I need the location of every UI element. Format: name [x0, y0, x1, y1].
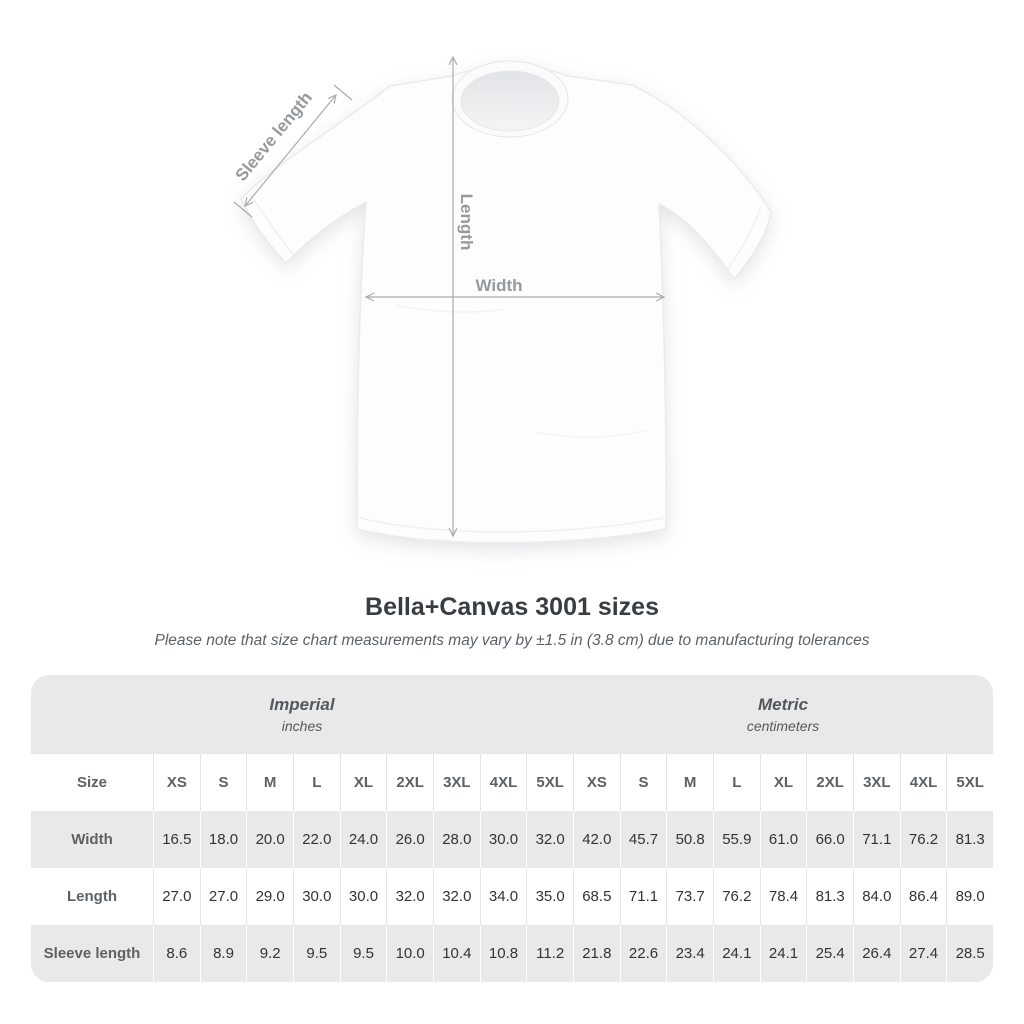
value-cell: 78.4 [760, 868, 807, 925]
value-cell: 81.3 [806, 868, 853, 925]
value-cell: 9.2 [246, 925, 293, 982]
value-cell: 34.0 [480, 868, 527, 925]
metric-group-label: Metric [757, 695, 809, 714]
value-cell: 32.0 [526, 811, 573, 868]
size-header-cell: XL [340, 754, 387, 811]
metric-group-header [573, 675, 993, 754]
value-cell: 22.0 [293, 811, 340, 868]
value-cell: 86.4 [900, 868, 947, 925]
value-cell: 84.0 [853, 868, 900, 925]
value-cell: 9.5 [340, 925, 387, 982]
size-header-cell: M [666, 754, 713, 811]
size-header-cell: S [620, 754, 667, 811]
value-cell: 10.8 [480, 925, 527, 982]
value-cell: 24.1 [760, 925, 807, 982]
sleeve-tick-top [334, 85, 352, 100]
value-cell: 27.0 [153, 868, 200, 925]
size-chart-card [31, 675, 993, 982]
value-cell: 76.2 [713, 868, 760, 925]
value-cell: 16.5 [153, 811, 200, 868]
width-label: Width [475, 276, 523, 295]
value-cell: 73.7 [666, 868, 713, 925]
value-cell: 10.4 [433, 925, 480, 982]
size-header-cell: 3XL [433, 754, 480, 811]
size-header-cell: 2XL [386, 754, 433, 811]
size-header-cell: L [713, 754, 760, 811]
size-header-cell: 4XL [900, 754, 947, 811]
imperial-group-header [31, 675, 573, 754]
value-cell: 68.5 [573, 868, 620, 925]
value-cell: 76.2 [900, 811, 947, 868]
value-cell: 27.0 [200, 868, 247, 925]
tshirt-illustration [241, 61, 771, 543]
value-cell: 23.4 [666, 925, 713, 982]
size-header-cell: S [200, 754, 247, 811]
value-cell: 8.9 [200, 925, 247, 982]
sleeve-length-label: Sleeve length [231, 88, 316, 185]
value-cell: 35.0 [526, 868, 573, 925]
length-label: Length [457, 193, 476, 251]
value-cell: 26.4 [853, 925, 900, 982]
size-header-cell: 3XL [853, 754, 900, 811]
value-cell: 22.6 [620, 925, 667, 982]
size-header-cell: XS [153, 754, 200, 811]
size-header-cell: 2XL [806, 754, 853, 811]
value-cell: 61.0 [760, 811, 807, 868]
row-label: Sleeve length [31, 925, 153, 982]
size-header-cell: L [293, 754, 340, 811]
value-cell: 32.0 [433, 868, 480, 925]
value-cell: 29.0 [246, 868, 293, 925]
value-cell: 8.6 [153, 925, 200, 982]
row-label: Length [31, 868, 153, 925]
value-cell: 24.0 [340, 811, 387, 868]
value-cell: 18.0 [200, 811, 247, 868]
value-cell: 30.0 [480, 811, 527, 868]
value-cell: 10.0 [386, 925, 433, 982]
size-column-header: Size [31, 754, 153, 811]
value-cell: 20.0 [246, 811, 293, 868]
row-label: Width [31, 811, 153, 868]
size-table [31, 754, 993, 982]
value-cell: 45.7 [620, 811, 667, 868]
value-cell: 42.0 [573, 811, 620, 868]
value-cell: 21.8 [573, 925, 620, 982]
size-header-cell: 4XL [480, 754, 527, 811]
value-cell: 50.8 [666, 811, 713, 868]
value-cell: 55.9 [713, 811, 760, 868]
value-cell: 81.3 [946, 811, 993, 868]
imperial-unit-label: inches [281, 718, 323, 734]
value-cell: 89.0 [946, 868, 993, 925]
size-header-cell: 5XL [526, 754, 573, 811]
value-cell: 28.5 [946, 925, 993, 982]
page-title: Bella+Canvas 3001 sizes [365, 593, 659, 621]
value-cell: 9.5 [293, 925, 340, 982]
size-header-cell: M [246, 754, 293, 811]
size-header-cell: 5XL [946, 754, 993, 811]
value-cell: 71.1 [620, 868, 667, 925]
imperial-group-label: Imperial [269, 695, 335, 714]
value-cell: 27.4 [900, 925, 947, 982]
value-cell: 71.1 [853, 811, 900, 868]
value-cell: 66.0 [806, 811, 853, 868]
value-cell: 26.0 [386, 811, 433, 868]
unit-group-header-row [31, 675, 993, 754]
value-cell: 24.1 [713, 925, 760, 982]
tolerance-note: Please note that size chart measurements may vary by ±1.5 in (3.8 cm) due to manufacturing tolerances [154, 632, 870, 649]
value-cell: 30.0 [340, 868, 387, 925]
value-cell: 32.0 [386, 868, 433, 925]
metric-unit-label: centimeters [746, 718, 820, 734]
value-cell: 30.0 [293, 868, 340, 925]
size-header-cell: XL [760, 754, 807, 811]
value-cell: 25.4 [806, 925, 853, 982]
value-cell: 11.2 [526, 925, 573, 982]
value-cell: 28.0 [433, 811, 480, 868]
size-header-cell: XS [573, 754, 620, 811]
